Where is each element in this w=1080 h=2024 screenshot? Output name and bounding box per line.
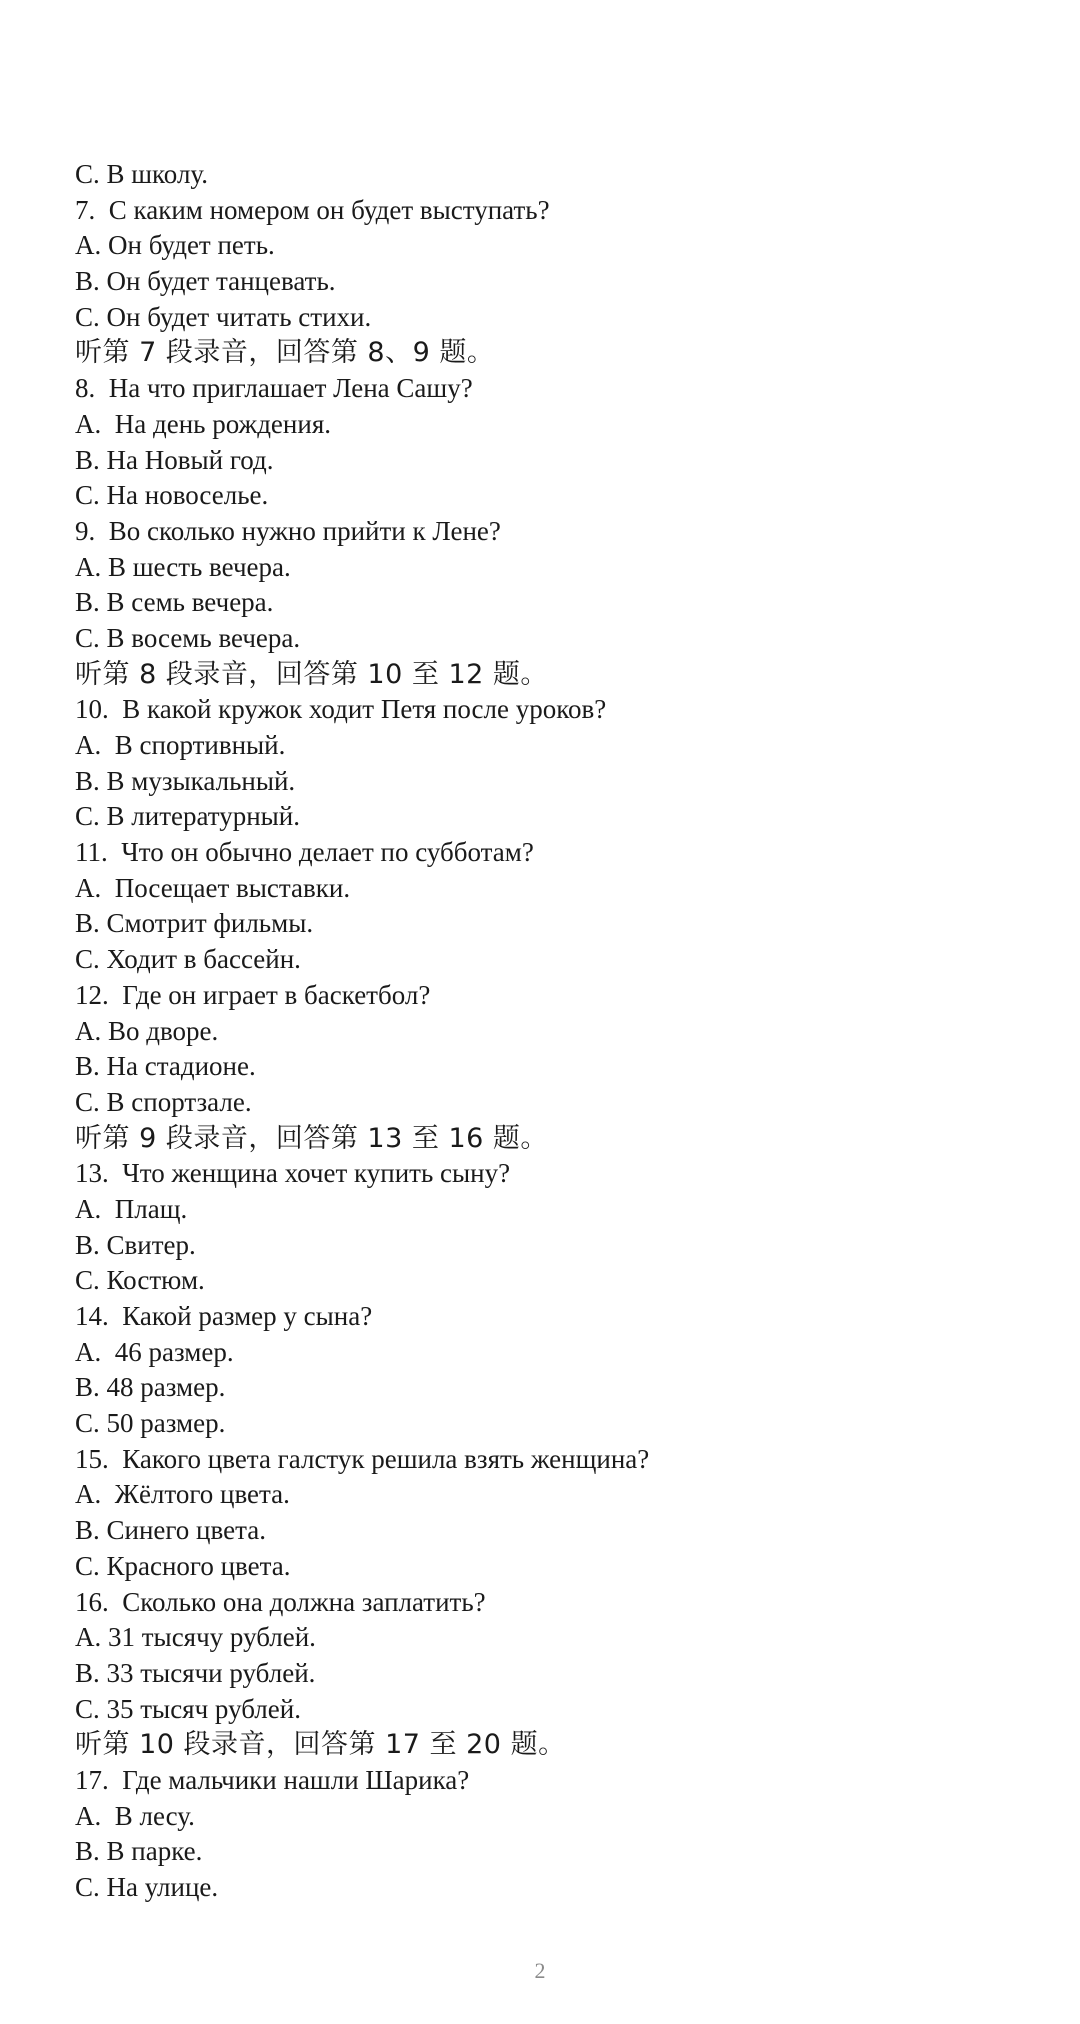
question-text: 17. Где мальчики нашли Шарика?: [75, 1764, 470, 1795]
answer-option: A. 46 размер.: [75, 1336, 234, 1367]
question-text: 14. Какой размер у сына?: [75, 1301, 373, 1331]
answer-option: C. Красного цвета.: [75, 1550, 291, 1581]
question-text: 16. Сколько она должна заплатить?: [75, 1586, 486, 1617]
answer-option: B. Синего цвета.: [75, 1515, 266, 1546]
answer-option: A. Он будет петь.: [75, 230, 275, 261]
answer-option: C. Костюм.: [75, 1265, 205, 1296]
answer-option: B. На стадионе.: [75, 1051, 256, 1082]
answer-option: C. Ходит в бассейн.: [75, 944, 301, 975]
section-instruction: 听第 9 段录音，回答第 13 至 16 题。: [75, 1122, 548, 1154]
answer-option: B. 33 тысячи рублей.: [75, 1657, 316, 1688]
answer-option: C. В восемь вечера.: [75, 622, 301, 653]
answer-option: A. 31 тысячу рублей.: [75, 1622, 316, 1653]
answer-option: B. 48 размер.: [75, 1372, 226, 1403]
answer-option: C. В спортзале.: [75, 1086, 252, 1117]
answer-option: A. Во дворе.: [75, 1015, 219, 1046]
answer-option: A. В лесу.: [75, 1800, 195, 1831]
question-text: 7. С каким номером он будет выступать?: [75, 194, 550, 225]
answer-option: B. В семь вечера.: [75, 587, 274, 618]
question-text: 10. В какой кружок ходит Петя после уроков?: [75, 694, 607, 725]
answer-option: C. На новоселье.: [75, 480, 269, 511]
answer-option: B. На Новый год.: [75, 444, 274, 475]
answer-option: A. Посещает выставки.: [75, 872, 351, 903]
section-instruction: 听第 7 段录音，回答第 8、9 题。: [75, 337, 495, 369]
answer-option: A. Жёлтого цвета.: [75, 1479, 290, 1510]
question-text: 11. Что он обычно делает по субботам?: [75, 837, 534, 868]
answer-option: B. Он будет танцевать.: [75, 266, 336, 297]
question-text: 13. Что женщина хочет купить сыну?: [75, 1158, 511, 1189]
answer-option: A. Плащ.: [75, 1193, 188, 1224]
answer-option: B. Свитер.: [75, 1229, 196, 1260]
question-text: 15. Какого цвета галстук решила взять женщина?: [75, 1443, 650, 1474]
exam-content: [75, 157, 1035, 1906]
answer-option: A. В шесть вечера.: [75, 551, 291, 582]
answer-option: B. Смотрит фильмы.: [75, 908, 314, 939]
answer-option: C. 50 размер.: [75, 1408, 226, 1439]
section-instruction: 听第 8 段录音，回答第 10 至 12 题。: [75, 658, 548, 690]
question-text: 8. На что приглашает Лена Сашу?: [75, 373, 473, 404]
answer-option: B. В музыкальный.: [75, 765, 296, 796]
answer-option: C. Он будет читать стихи.: [75, 301, 372, 332]
question-text: 9. Во сколько нужно прийти к Лене?: [75, 515, 501, 546]
answer-option: C. 35 тысяч рублей.: [75, 1693, 301, 1724]
answer-option: A. В спортивный.: [75, 730, 286, 760]
answer-option: C. В литературный.: [75, 801, 300, 832]
answer-option: A. На день рождения.: [75, 408, 331, 439]
question-text: 12. Где он играет в баскетбол?: [75, 979, 431, 1010]
answer-option: C. В школу.: [75, 159, 208, 189]
section-instruction: 听第 10 段录音，回答第 17 至 20 题。: [75, 1729, 566, 1761]
answer-option: B. В парке.: [75, 1836, 203, 1867]
page-number: 2: [534, 1958, 546, 1983]
answer-option: C. На улице.: [75, 1872, 219, 1902]
